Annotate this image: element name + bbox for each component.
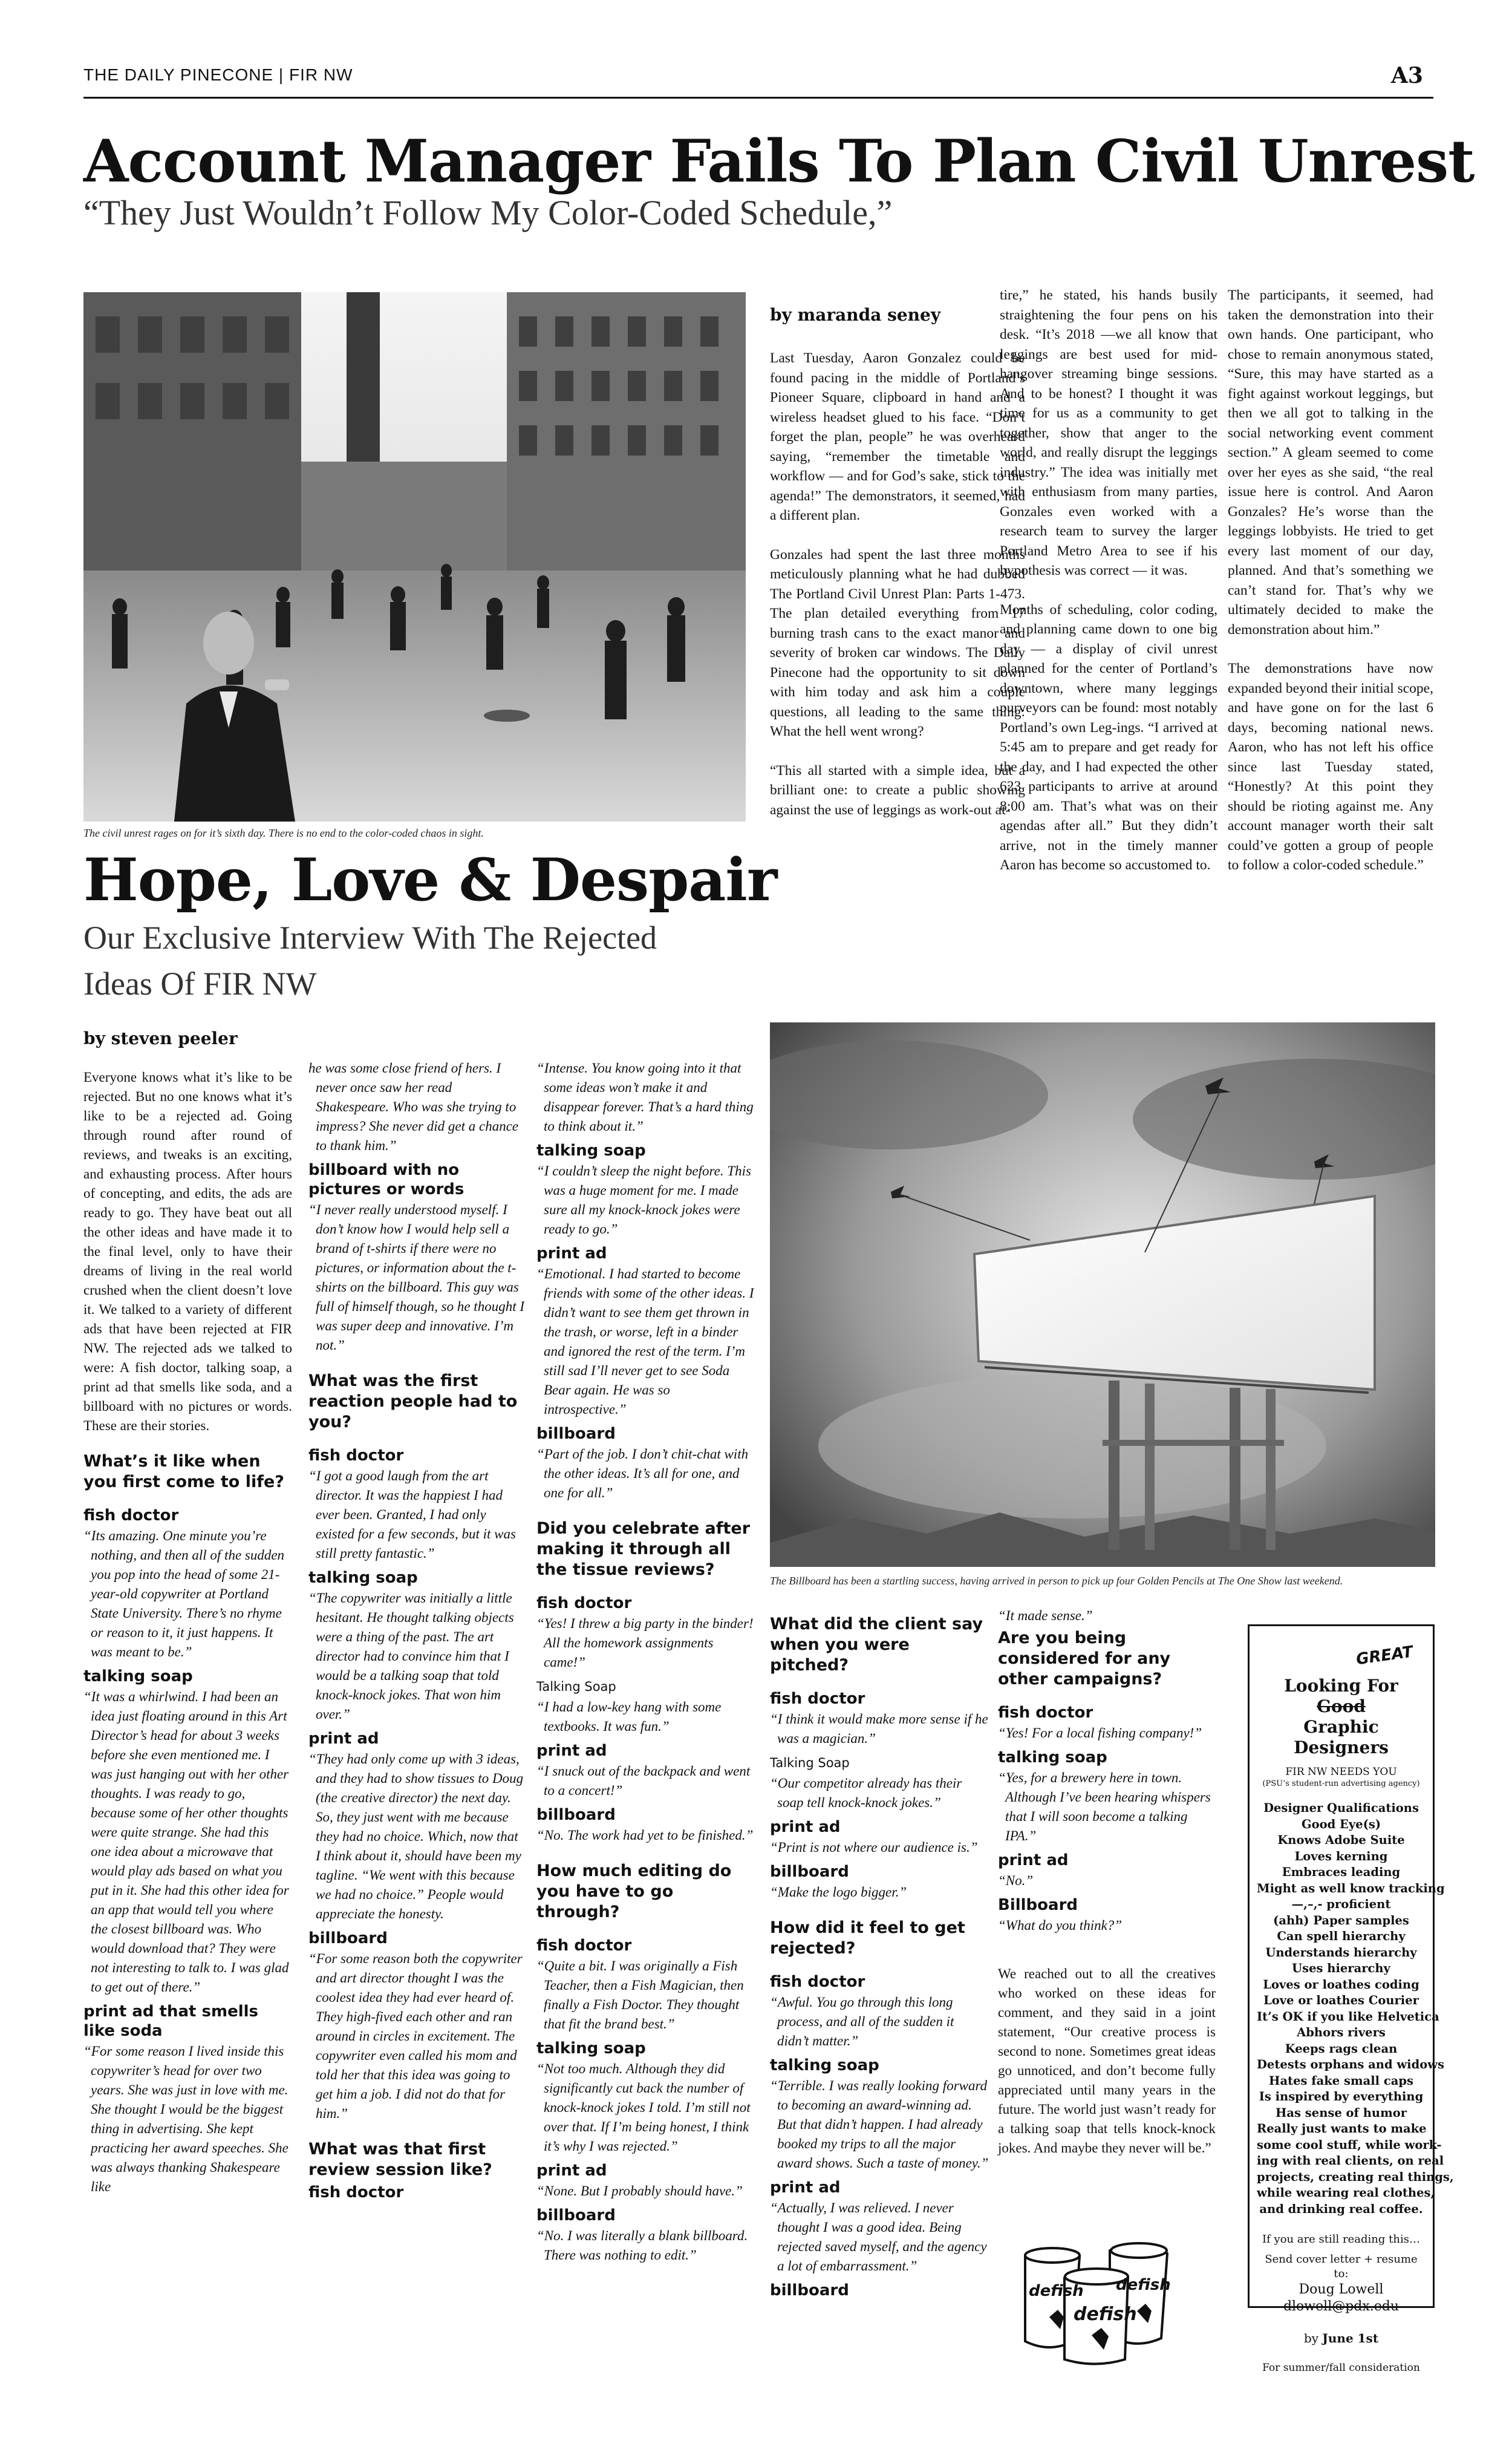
ad-send-to: Send cover letter + resume to: [1265,2253,1418,2280]
qualification: Really just wants to make [1257,2122,1427,2136]
speaker: talking soap [308,1569,418,1587]
qualification: It’s OK if you like Helvetica [1257,2009,1439,2024]
answer: “Our competitor already has their soap tell knock-knock jokes.” [770,1776,962,1810]
speaker: talking soap [536,1142,646,1160]
interview-column-1 [83,1068,292,2197]
street-photo-art [83,292,746,822]
ad-deadline-by: by [1303,2331,1319,2345]
can-label-left: defish [1029,2282,1084,2300]
qualification: Uses hierarchy [1292,1961,1390,1975]
answer: “For some reason I lived inside this copywriter’s head for over two years. She was just in love with me. She thought I would be the biggest thing in advertising. She kept practicing her award speeches. She was always thanking Shakespeare like [83,2044,288,2194]
speaker: billboard [536,1806,616,1824]
qualification: Might as well know tracking [1257,1881,1445,1895]
defish-cans-art [1007,2238,1188,2365]
job-ad-box [1248,1624,1454,2374]
answer: “Quite a bit. I was originally a Fish Teacher, then a Fish Magician, then finally a Fish Doctor. They thought that fit the brand best.” [536,1958,744,2031]
answer: “It made sense.” [998,1608,1093,1623]
speaker: talking soap [770,2056,879,2074]
speaker: print ad [308,1730,379,1748]
street-photo-caption: The civil unrest rages on for it’s sixth day. There is no end to the color-coded chaos in sight. [83,827,484,839]
speaker: talking soap [83,1667,193,1685]
answer: “Yes! For a local fishing company!” [998,1725,1202,1741]
ad-footer: For summer/fall consideration [1262,2362,1420,2374]
speaker: print ad [770,1818,841,1836]
speaker: talking soap [536,2039,646,2058]
question: What did the client say when you were pitched? [770,1615,983,1675]
answer: “Awful. You go through this long process, and all of the sudden it didn’t matter.” [770,1995,954,2048]
answer: “I had a low-key hang with some textbooks. It was fun.” [536,1699,722,1734]
answer: “I think it would make more sense if he was a magician.” [770,1711,988,1746]
ad-contact-name: Doug Lowell [1299,2282,1384,2297]
speaker: billboard [536,2206,616,2224]
qualification: —,–,- proficient [1291,1897,1391,1911]
ad-title-struck-word: Good [1317,1696,1366,1716]
qualification: Detests orphans and widows [1257,2058,1444,2071]
qualification: Love or loathes Courier [1263,1993,1419,2007]
speaker: print ad that smells like soda [83,2002,259,2040]
answer: “No. The work had yet to be finished.” [536,1828,754,1843]
interview-headline: Hope, Love & Despair [83,846,777,914]
paragraph: “This all started with a simple idea, but a brilliant one: to create a public showing against the use of leggings as work-out at- [770,762,1025,818]
interview-column-2 [308,1059,526,2203]
speaker: fish doctor [83,1506,179,1525]
ad-qualifications [1257,1800,1454,2217]
speaker: fish doctor [536,1937,632,1955]
answer: “I got a good laugh from the art director. It was the happiest I had ever been. Granted, I had only existed for a few seconds, but it was still pretty fantastic.” [308,1468,516,1561]
question: Did you celebrate after making it through all the tissue reviews? [536,1519,751,1579]
paragraph: Last Tuesday, Aaron Gonzalez could be found pacing in the middle of Portland’s Pioneer Square, clipboard in hand and a wireless headset glued to his face. “Don’t forget the plan, people” he was overheard saying, “remember the timetable and workflow — and for God’s sake, stick to the agenda!” The demonstrators, it seemed, had a different plan. [770,350,1025,523]
question: What was that first review session like? [308,2140,492,2179]
answer: “Emotional. I had started to become friends with some of the other ideas. I didn’t want to see them get thrown in the trash, or worse, left in a binder and ignored the rest of the term. I’m still sad I’ll never get to see Soda Bear again. He was so introspective.” [536,1266,754,1417]
main-deck: “They Just Wouldn’t Follow My Color-Coded Schedule,” [83,193,893,232]
answer: “No. I was literally a blank billboard. There was nothing to edit.” [536,2228,748,2263]
interview-column-3 [536,1059,755,2265]
answer: “Make the logo bigger.” [770,1884,907,1900]
qualification: Understands hierarchy [1265,1945,1417,1960]
answer: “Yes, for a brewery here in town. Although I’ve been hearing whispers that I will soon become a talking IPA.” [998,1770,1211,1843]
speaker: billboard [308,1929,388,1947]
answer: “I never really understood myself. I don’t know how I would help sell a brand of t-shirts if there were no pictures, or information about the t-shirts on the billboard. This guy was full of himself though, so he thought I was super deep and innovative. I’m not.” [308,1202,524,1353]
ad-title-designers: Graphic Designers [1294,1717,1389,1757]
speaker: fish doctor [308,2183,404,2201]
speaker: fish doctor [308,1446,404,1465]
speaker: Billboard [998,1896,1078,1914]
paragraph: The demonstrations have now expanded beyond their initial scope, and have gone on for the last 6 days, becoming national news. Aaron, who has not left his office since last Tuesday stated, “Honestly? At this point they should be rioting against me. Any account manager worth their salt could’ve gotten a group of people to follow a color-coded schedule.” [1228,661,1433,873]
speaker: Talking Soap [536,1679,616,1694]
answer: “Intense. You know going into it that some ideas won’t make it and disappear forever. That’s a hard thing to think about it.” [536,1061,754,1134]
paragraph: Months of scheduling, color coding, and planning came down to one big day — a display of civil unrest planned for the center of Portland’s downtown, where many leggings purveyors can be found: most notably Portland’s own Leg-ings. “I arrived at 5:45 am to prepare and get ready for the day, and I had expected the other 623 participants to arrive at around 8:00 am. That’s what was on their agendas after all.” But they didn’t arrive, not in the timely manner Aaron has become so accustomed to. [1000,601,1217,873]
answer: “The copywriter was initially a little hesitant. He thought talking objects were a thing of the past. The art director had to convince him that I would be a talking soap that told knock-knock jokes. That won him over.” [308,1590,514,1722]
answer: “Not too much. Although they did significantly cut back the number of knock-knock jokes I told. I’m still not over that. If I’m being honest, I think it’s why I was rejected.” [536,2061,751,2154]
story1-column-1 [770,348,1025,839]
answer: “For some reason both the copywriter and art director thought I was the coolest idea they had ever heard of. They high-fived each other and ran around in circles in excitement. The copywriter even called his mom and told her that this idea was going to get him a job. I did not do that for him.” [308,1951,523,2121]
qualification: Keeps rags clean [1285,2041,1398,2056]
answer: “Part of the job. I don’t chit-chat with the other ideas. It’s all for one, and one for all.” [536,1446,749,1500]
answer: “Terrible. I was really looking forward to becoming an award-winning ad. But that didn’t happen. I had already booked my trips to all the major award shows. Such a taste of money.” [770,2078,989,2171]
qualification: Good Eye(s) [1301,1817,1381,1831]
speaker: fish doctor [770,1690,865,1708]
ad-deadline-date: June 1st [1322,2331,1379,2345]
speaker: billboard [770,1863,849,1881]
question: What was the first reaction people had to you? [308,1371,518,1431]
question: Are you being considered for any other campaigns? [998,1629,1171,1688]
qualification: (ahh) Paper samples [1273,1913,1409,1927]
speaker: billboard [536,1425,616,1443]
qualification: Loves kerning [1294,1849,1388,1863]
billboard-photo-art [770,1022,1435,1567]
interview-intro: Everyone knows what it’s like to be rejected. But no one knows what it’s like to be a rejected ad. Going through round after round of reviews, and tweaks is an exciting, and exhausting process. After hours of concepting, and edits, the ads are ready to go. They have beat out all the other ideas and have made it to the final level, only to have their dreams of living in the real world crushed when the client doesn’t love it. We talked to a variety of different ads that have been rejected at FIR NW. The rejected ads we talked to were: A fish doctor, talking soap, a print ad that smells like soda, and a billboard with no pictures or words. These are their stories. [83,1070,292,1433]
speaker: print ad [536,1742,607,1760]
qualification: and drinking real coffee. [1259,2201,1423,2216]
main-headline: Account Manager Fails To Plan Civil Unrest [83,127,1475,195]
answer: he was some close friend of hers. I never once saw her read Shakespeare. Who was she trying to impress? She never did get a chance to thank him.” [308,1061,519,1153]
answer: “None. But I probably should have.” [536,2183,743,2198]
speaker: print ad [770,2179,841,2197]
billboard-photo-caption: The Billboard has been a startling success, having arrived in person to pick up four Golden Pencils at The One Show last weekend. [770,1575,1343,1587]
qualification: Can spell hierarchy [1277,1929,1406,1943]
answer: “Actually, I was relieved. I never thought I was a good idea. Being rejected saved myself, and the agency a lot of embarrassment.” [770,2200,987,2273]
ad-deadline [1257,2330,1426,2347]
speaker: print ad [536,2162,607,2180]
can-label-right: defish [1116,2276,1171,2294]
answer: “What do you think?” [998,1918,1123,1933]
handwritten-great: GREAT [1355,1642,1415,1669]
question: What’s it like when you first come to life? [83,1452,284,1491]
billboard-photo [770,1022,1435,1567]
answer: “I couldn’t sleep the night before. This was a huge moment for me. I made sure all my knock-knock jokes were ready to go.” [536,1163,751,1237]
speaker: print ad [536,1244,607,1263]
question: How did it feel to get rejected? [770,1918,965,1958]
qualification: Abhors rivers [1297,2025,1386,2039]
paragraph: The participants, it seemed, had taken the demonstration into their own hands. One participant, who chose to remain anonymous stated, “Sure, this may have started as a fight against workout leggings, but then we all got to talking in the social networking event comment section.” A gleam seemed to come over her eyes as she said, “the real issue here is control. And Aaron Gonzales? He’s worse than the leggings lobbyists. He tried to get every last moment of our day, planned. And that’s something we can’t stand for. That’s why we ultimately decided to make the demonstration about him.” [1228,287,1433,638]
question: How much editing do you have to go through? [536,1861,732,1921]
qualification: Has sense of humor [1275,2105,1407,2120]
masthead: THE DAILY PINECONE | FIR NW [83,65,353,84]
qualification: Is inspired by everything [1259,2090,1424,2103]
qualification: ing with real clients, on real [1257,2154,1444,2168]
defish-cans-illustration [1007,2238,1188,2368]
qualification: some cool stuff, while work- [1257,2137,1442,2152]
interview-column-4 [770,1614,989,2301]
byline-seney: by maranda seney [770,305,941,325]
speaker: Talking Soap [770,1756,850,1770]
header-rule [83,97,1433,99]
speaker: billboard with no pictures or words [308,1161,464,1198]
can-label-center: defish [1074,2304,1137,2325]
speaker: fish doctor [536,1594,632,1612]
page-number: A3 [1391,63,1423,88]
ad-needs-sub: (PSU’s student-run advertising agency) [1262,1779,1420,1788]
qualification: Embraces leading [1282,1865,1401,1879]
ad-still-reading: If you are still reading this… [1262,2233,1420,2246]
qualification: Loves or loathes coding [1263,1977,1419,1992]
qualification: projects, creating real things, [1257,2169,1454,2184]
speaker: talking soap [998,1748,1107,1767]
ad-title [1257,1676,1426,1758]
answer: “I snuck out of the backpack and went to a concert!” [536,1763,751,1798]
speaker: fish doctor [998,1704,1093,1722]
speaker: billboard [770,2281,849,2299]
answer: “Yes! I threw a big party in the binder! All the homework assignments came!” [536,1616,754,1670]
qualification: Designer Qualifications [1263,1801,1419,1815]
interview-deck: Our Exclusive Interview With The Rejected Ideas Of FIR NW [83,920,657,1002]
answer: “It was a whirlwind. I had been an idea just floating around in this Art Director’s head for about 3 weeks before she even mentioned me. I was just hanging out with her other thoughts. I was ready to go, because some of her other thoughts were quite strange. She had this one idea about a microwave that would play ads based on what you put in it. She had this other idea for an app that would tell you where the closest billboard was. Who would download that? They were not interesting to talk to. I was glad to get out of there.” [83,1689,289,1995]
closing-paragraph: We reached out to all the creatives who worked on these ideas for comment, and they said in a joint statement, “Our creative process is second to none. Sometimes great ideas go unnoticed, and don’t become fully appreciated until many years in the future. The world just wasn’t ready for a talking soap that tells knock-knock jokes. And maybe they never will be.” [998,1966,1216,2156]
speaker: fish doctor [770,1973,865,1991]
paragraph: Gonzales had spent the last three months meticulously planning what he had dubbed The Portland Civil Unrest Plan: Parts 1-473. The plan detailed everything from 17 burning trash cans to the exact manor and severity of broken car windows. The Daily Pinecone had the opportunity to sit down with him today and ask him a couple questions, all leading to the same thing: What the hell went wrong? [770,546,1025,739]
street-photo [83,292,746,822]
answer: “They had only come up with 3 ideas, and they had to show tissues to Doug (the creative director) the next day. So, they just went with me because they had no choice. Which, now that I think about it, should have been my tagline. “We went with this because we had no choice.” People would appreciate the honesty. [308,1751,524,1921]
byline-peeler: by steven peeler [83,1028,238,1048]
answer: “Its amazing. One minute you’re nothing, and then all of the sudden you pop into the head of some 21-year-old copywriter at Portland State University. There’s no rhyme or reason to it, it just happens. It was meant to be.” [83,1528,285,1659]
ad-contact-email[interactable]: dlowell@pdx.edu [1283,2299,1400,2314]
ad-needs: FIR NW NEEDS YOU [1285,1766,1397,1778]
ad-title-looking: Looking For [1284,1676,1398,1696]
interview-column-5 [998,1606,1216,2158]
story1-column-3 [1228,286,1433,895]
speaker: print ad [998,1851,1069,1869]
qualification: Knows Adobe Suite [1277,1833,1405,1847]
qualification: while wearing real clothes, [1257,2186,1435,2200]
answer: “No.” [998,1873,1034,1888]
story1-column-2 [1000,286,1217,895]
answer: “Print is not where our audience is.” [770,1840,978,1855]
qualification: Hates fake small caps [1269,2073,1413,2088]
paragraph: tire,” he stated, his hands busily straightening the four pens on his desk. “It’s 2018 —we all know that leggings are best used for mid-hangover streaming binge sessions. And to be honest? I thought it was time for us as a community to get together, show that anger to the world, and really disrupt the leggings industry.” The idea was initially met with enthusiasm from many parties, Gonzales even worked with a research team to survey the larger Portland Metro Area to see if his hypothesis was correct — it was. [1000,287,1217,578]
